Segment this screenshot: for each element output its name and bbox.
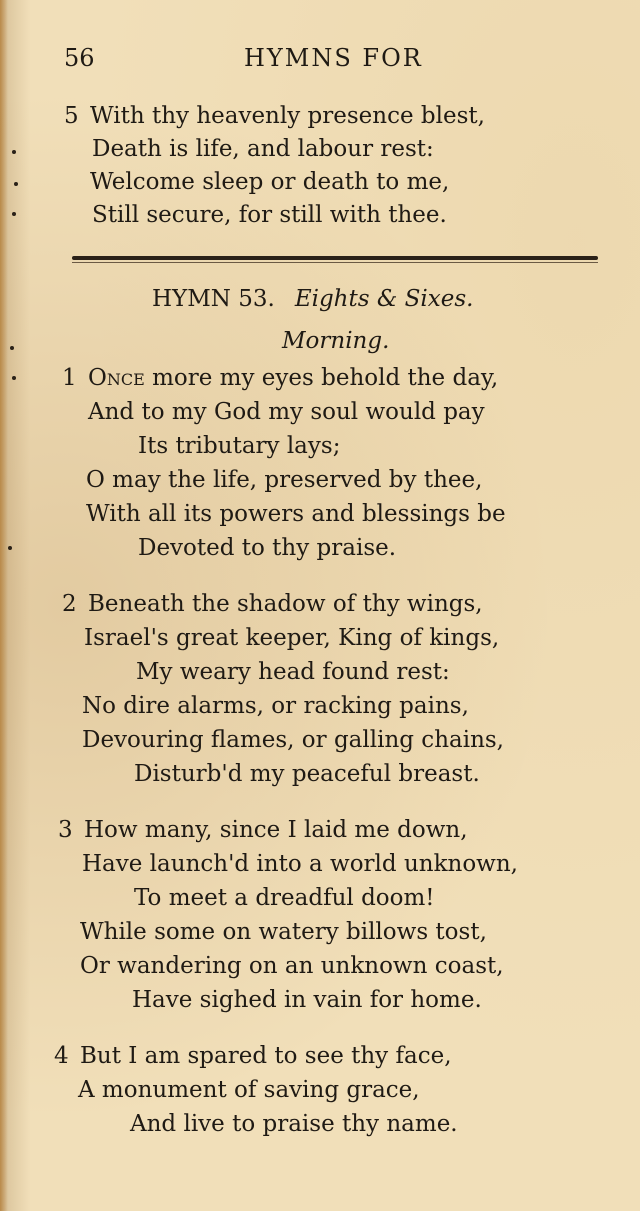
verse-line: Disturb'd my peaceful breast. [134,761,480,787]
verse-line: And live to praise thy name. [130,1111,458,1137]
running-title: HYMNS FOR [244,44,423,72]
verse-line: Its tributary lays; [138,433,341,459]
verse-line: Still secure, for still with thee. [92,202,447,228]
stanza-number: 2 [62,591,77,617]
verse-line: But I am spared to see thy face, [80,1043,452,1069]
verse-line: To meet a dreadful doom! [134,885,435,911]
ink-speck [10,346,14,350]
verse-line: Devouring flames, or galling chains, [82,727,504,753]
stanza-number: 1 [62,365,77,391]
verse-line: No dire alarms, or racking pains, [82,693,469,719]
verse-line: A monument of saving grace, [78,1077,420,1103]
hymn-meter: Eights & Sixes. [294,286,474,312]
verse-line: O may the life, preserved by thee, [86,467,483,493]
hymn-number: HYMN 53. [152,286,275,312]
verse-line: How many, since I laid me down, [84,817,468,843]
stanza-number: 5 [64,103,79,129]
ink-speck [12,212,16,216]
verse-line: My weary head found rest: [136,659,450,685]
verse-line: Beneath the shadow of thy wings, [88,591,483,617]
ink-speck [12,376,16,380]
verse-line [88,363,498,393]
verse-line: And to my God my soul would pay [88,399,485,425]
verse-line: Devoted to thy praise. [138,535,397,561]
page-header [0,44,640,78]
page-number: 56 [64,44,95,72]
page-spine-shadow [0,0,8,1211]
stanza-number: 4 [54,1043,69,1069]
verse-line: Have sighed in vain for home. [132,987,482,1013]
verse-line-rest: more my eyes behold the day, [144,365,499,391]
verse-line: Or wandering on an unknown coast, [80,953,504,979]
verse-line: While some on watery billows tost, [80,919,487,945]
ink-speck [8,546,12,550]
verse-line: Death is life, and labour rest: [92,136,434,162]
verse-line: With thy heavenly presence blest, [90,103,485,129]
hymn-heading [152,286,473,312]
ink-speck [14,182,18,186]
verse-line: With all its powers and blessings be [86,501,506,527]
drop-word: Once [88,365,145,391]
stanza-number: 3 [58,817,73,843]
section-divider [72,256,598,260]
ink-speck [12,150,16,154]
hymn-occasion: Morning. [282,328,390,354]
verse-line: Have launch'd into a world unknown, [82,851,518,877]
verse-line: Israel's great keeper, King of kings, [84,625,500,651]
section-divider-thin [72,262,598,263]
verse-line: Welcome sleep or death to me, [90,169,450,195]
